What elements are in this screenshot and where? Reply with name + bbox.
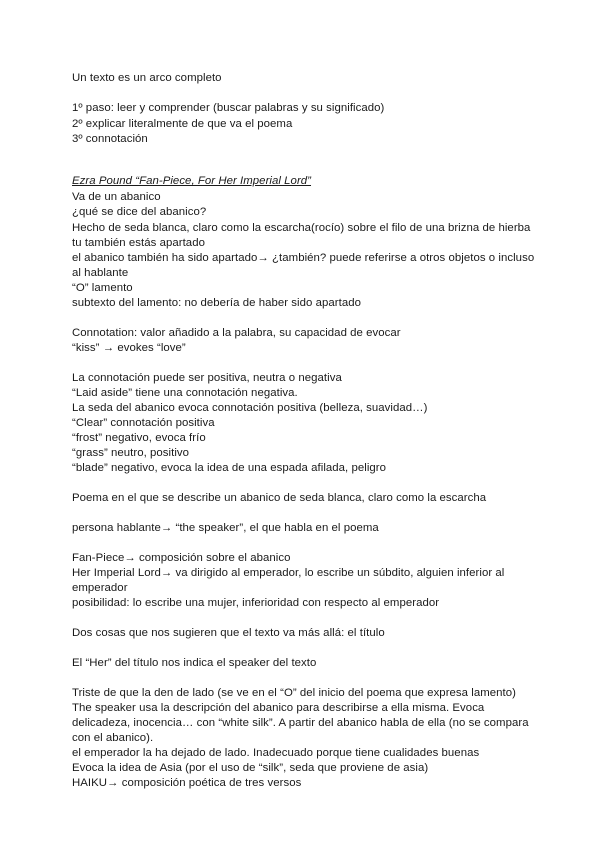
text-line: “grass” neutro, positivo <box>72 447 190 459</box>
text-line: “kiss” → evokes “love” <box>72 342 186 354</box>
text-line: “frost” negativo, evoca frío <box>72 432 206 444</box>
text-line: “Clear” connotación positiva <box>72 417 215 429</box>
text-line: El “Her” del título nos indica el speaker del texto <box>72 657 317 669</box>
text-line: “blade” negativo, evoca la idea de una espada afilada, peligro <box>72 462 387 474</box>
text-line: emperador <box>72 582 128 594</box>
text-line: al hablante <box>72 267 129 279</box>
text-line: el emperador la ha dejado de lado. Inadecuado porque tiene cualidades buenas <box>72 747 480 759</box>
step-3: 3º connotación <box>72 133 148 145</box>
text-line: Triste de que la den de lado (se ve en el “O” del inicio del poema que expresa lamento) <box>72 687 516 699</box>
poem-heading: Ezra Pound “Fan-Piece, For Her Imperial Lord” <box>72 175 312 187</box>
text-line: posibilidad: lo escribe una mujer, inferioridad con respecto al emperador <box>72 597 440 609</box>
text-line: La connotación puede ser positiva, neutra o negativa <box>72 372 342 384</box>
text-line: “O” lamento <box>72 282 133 294</box>
text-line: Va de un abanico <box>72 191 161 203</box>
text-line: Poema en el que se describe un abanico de seda blanca, claro como la escarcha <box>72 492 487 504</box>
text-line: subtexto del lamento: no debería de haber sido apartado <box>72 297 361 309</box>
text-line: tu también estás apartado <box>72 237 205 249</box>
text-line: Dos cosas que nos sugieren que el texto va más allá: el título <box>72 627 385 639</box>
step-1: 1º paso: leer y comprender (buscar palabras y su significado) <box>72 102 385 114</box>
text-line: Her Imperial Lord→ va dirigido al emperador, lo escribe un súbdito, alguien inferior al <box>72 567 505 579</box>
document-title: Un texto es un arco completo <box>72 72 222 84</box>
text-line: con el abanico). <box>72 732 154 744</box>
text-line: delicadeza, inocencia… con “white silk”. A partir del abanico habla de ella (no se compara <box>72 717 529 729</box>
text-line: The speaker usa la descripción del abanico para describirse a ella misma. Evoca <box>72 702 485 714</box>
step-2: 2º explicar literalmente de que va el poema <box>72 118 293 130</box>
text-line: Fan-Piece→ composición sobre el abanico <box>72 552 291 564</box>
text-line: La seda del abanico evoca connotación positiva (belleza, suavidad…) <box>72 402 428 414</box>
text-line: Evoca la idea de Asia (por el uso de “silk”, seda que proviene de asia) <box>72 762 429 774</box>
text-line: Connotation: valor añadido a la palabra, su capacidad de evocar <box>72 327 401 339</box>
text-line: Hecho de seda blanca, claro como la escarcha(rocío) sobre el filo de una brizna de hierba <box>72 222 531 234</box>
text-line: el abanico también ha sido apartado→ ¿también? puede referirse a otros objetos o incluso <box>72 252 535 264</box>
text-line: ¿qué se dice del abanico? <box>72 206 207 218</box>
text-line: “Laid aside” tiene una connotación negativa. <box>72 387 298 399</box>
text-line: HAIKU→ composición poética de tres versos <box>72 777 302 789</box>
text-line: persona hablante→ “the speaker”, el que habla en el poema <box>72 522 379 534</box>
